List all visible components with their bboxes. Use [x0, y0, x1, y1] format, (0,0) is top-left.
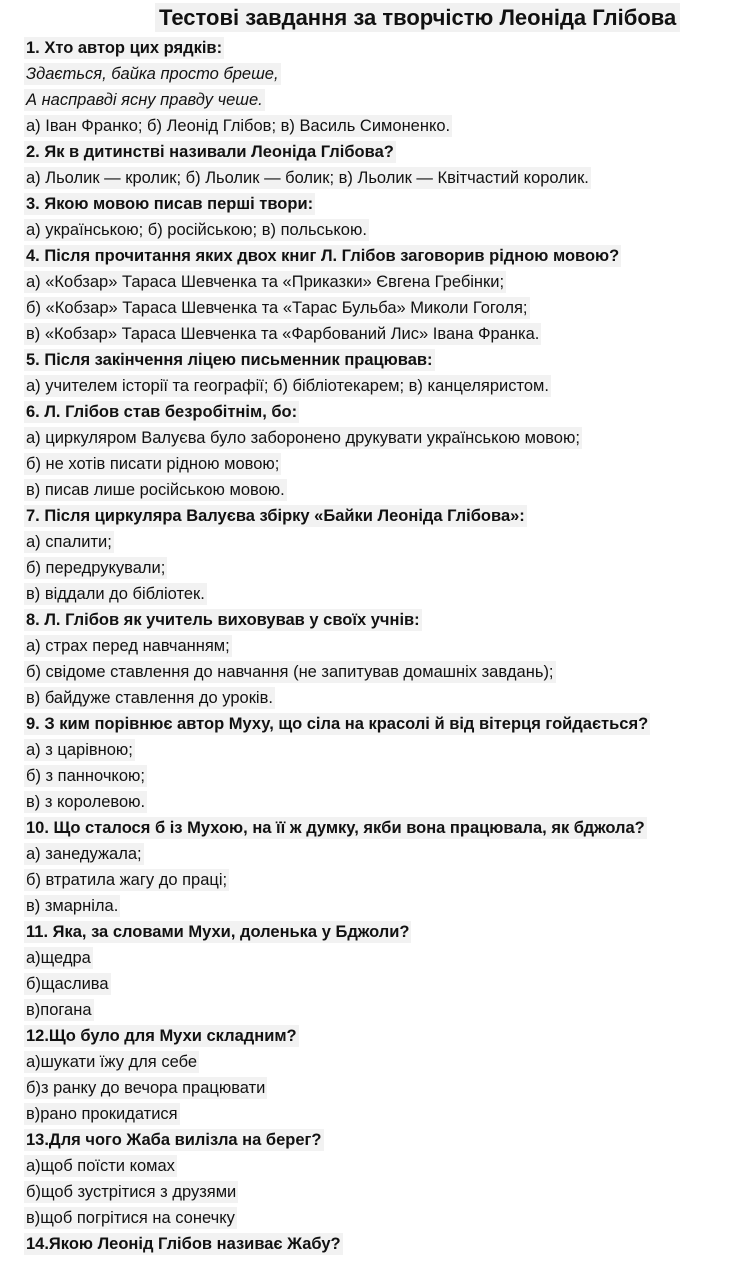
question-text: 5. Після закінчення ліцею письменник працював: — [26, 351, 433, 369]
answer-option: в)щоб погрітися на сонечку — [26, 1209, 235, 1227]
answer-option: б)з ранку до вечора працювати — [26, 1079, 266, 1097]
answer-option: а) Іван Франко; б) Леонід Глібов; в) Василь Симоненко. — [26, 117, 451, 135]
answer-option: б) «Кобзар» Тараса Шевченка та «Тарас Бульба» Миколи Гоголя; — [26, 299, 528, 317]
answer-option: б) не хотів писати рідною мовою; — [26, 455, 280, 473]
answer-option: б)щоб зустрітися з друзями — [26, 1183, 237, 1201]
answer-option: б) передрукували; — [26, 559, 166, 577]
answer-option: в) змарніла. — [26, 897, 119, 915]
quote-line: Здається, байка просто бреше, — [26, 65, 279, 83]
answer-option: а) страх перед навчанням; — [26, 637, 230, 655]
answer-option-row — [24, 659, 729, 685]
question-text-row — [24, 243, 729, 269]
answer-option: в) писав лише російською мовою. — [26, 481, 285, 499]
answer-option-row — [24, 971, 729, 997]
quote-line-row — [24, 61, 729, 87]
answer-option: а) українською; б) російською; в) польською. — [26, 221, 367, 239]
answer-option: б) втратила жагу до праці; — [26, 871, 228, 889]
question-text: 13.Для чого Жаба вилізла на берег? — [26, 1131, 322, 1149]
answer-option: в)рано прокидатися — [26, 1105, 178, 1123]
answer-option-row — [24, 529, 729, 555]
answer-option: а)щоб поїсти комах — [26, 1157, 175, 1175]
answer-option-row — [24, 893, 729, 919]
question-text-row — [24, 1127, 729, 1153]
test-content — [24, 35, 729, 1257]
answer-option: а) занедужала; — [26, 845, 142, 863]
question-text-row — [24, 711, 729, 737]
answer-option-row — [24, 269, 729, 295]
answer-option-row — [24, 841, 729, 867]
question-text: 6. Л. Глібов став безробітнім, бо: — [26, 403, 298, 421]
question-text-row — [24, 139, 729, 165]
answer-option: а) спалити; — [26, 533, 112, 551]
question-text-row — [24, 815, 729, 841]
document-title: Тестові завдання за творчістю Леоніда Глібова — [155, 3, 680, 32]
answer-option: а) учителем історії та географії; б) бібліотекарем; в) канцеляристом. — [26, 377, 549, 395]
answer-option-row — [24, 633, 729, 659]
question-text-row — [24, 35, 729, 61]
question-text-row — [24, 347, 729, 373]
answer-option-row — [24, 737, 729, 763]
question-text: 10. Що сталося б із Мухою, на її ж думку, якби вона працювала, як бджола? — [26, 819, 645, 837]
answer-option-row — [24, 1049, 729, 1075]
quote-line-row — [24, 87, 729, 113]
answer-option: б) свідоме ставлення до навчання (не запитував домашніх завдань); — [26, 663, 554, 681]
answer-option-row — [24, 373, 729, 399]
question-text-row — [24, 607, 729, 633]
question-text: 11. Яка, за словами Мухи, доленька у Бджоли? — [26, 923, 410, 941]
answer-option-row — [24, 451, 729, 477]
question-text-row — [24, 1231, 729, 1257]
question-text: 12.Що було для Мухи складним? — [26, 1027, 297, 1045]
answer-option: а) з царівною; — [26, 741, 133, 759]
answer-option: а) циркуляром Валуєва було заборонено друкувати українською мовою; — [26, 429, 580, 447]
answer-option-row — [24, 1101, 729, 1127]
answer-option: а) «Кобзар» Тараса Шевченка та «Приказки» Євгена Гребінки; — [26, 273, 505, 291]
answer-option-row — [24, 1179, 729, 1205]
answer-option: а)шукати їжу для себе — [26, 1053, 198, 1071]
answer-option-row — [24, 321, 729, 347]
answer-option: в)погана — [26, 1001, 92, 1019]
question-text: 9. З ким порівнює автор Муху, що сіла на красолі й від вітерця гойдається? — [26, 715, 649, 733]
answer-option-row — [24, 945, 729, 971]
answer-option-row — [24, 789, 729, 815]
answer-option-row — [24, 581, 729, 607]
answer-option-row — [24, 1205, 729, 1231]
question-text-row — [24, 503, 729, 529]
quote-line: А насправді ясну правду чеше. — [26, 91, 263, 109]
question-text: 7. Після циркуляра Валуєва збірку «Байки Леоніда Глібова»: — [26, 507, 525, 525]
answer-option-row — [24, 113, 729, 139]
question-text: 2. Як в дитинстві називали Леоніда Глібова? — [26, 143, 394, 161]
answer-option: в) «Кобзар» Тараса Шевченка та «Фарбований Лис» Івана Франка. — [26, 325, 540, 343]
answer-option-row — [24, 997, 729, 1023]
answer-option: б) з панночкою; — [26, 767, 145, 785]
question-text: 3. Якою мовою писав перші твори: — [26, 195, 314, 213]
answer-option-row — [24, 763, 729, 789]
answer-option-row — [24, 685, 729, 711]
answer-option: б)щаслива — [26, 975, 109, 993]
answer-option-row — [24, 425, 729, 451]
answer-option: в) віддали до бібліотек. — [26, 585, 205, 603]
answer-option: а) Льолик — кролик; б) Льолик — болик; в) Льолик — Квітчастий королик. — [26, 169, 589, 187]
answer-option-row — [24, 1075, 729, 1101]
answer-option: а)щедра — [26, 949, 91, 967]
answer-option: в) байдуже ставлення до уроків. — [26, 689, 273, 707]
question-text-row — [24, 1023, 729, 1049]
question-text-row — [24, 191, 729, 217]
question-text: 14.Якою Леонід Глібов називає Жабу? — [26, 1235, 341, 1253]
answer-option-row — [24, 477, 729, 503]
question-text-row — [24, 919, 729, 945]
answer-option-row — [24, 1153, 729, 1179]
question-text: 8. Л. Глібов як учитель виховував у своїх учнів: — [26, 611, 420, 629]
answer-option-row — [24, 165, 729, 191]
answer-option-row — [24, 295, 729, 321]
answer-option-row — [24, 217, 729, 243]
answer-option: в) з королевою. — [26, 793, 146, 811]
answer-option-row — [24, 555, 729, 581]
question-text-row — [24, 399, 729, 425]
answer-option-row — [24, 867, 729, 893]
question-text: 1. Хто автор цих рядків: — [26, 39, 223, 57]
question-text: 4. Після прочитання яких двох книг Л. Глібов заговорив рідною мовою? — [26, 247, 620, 265]
